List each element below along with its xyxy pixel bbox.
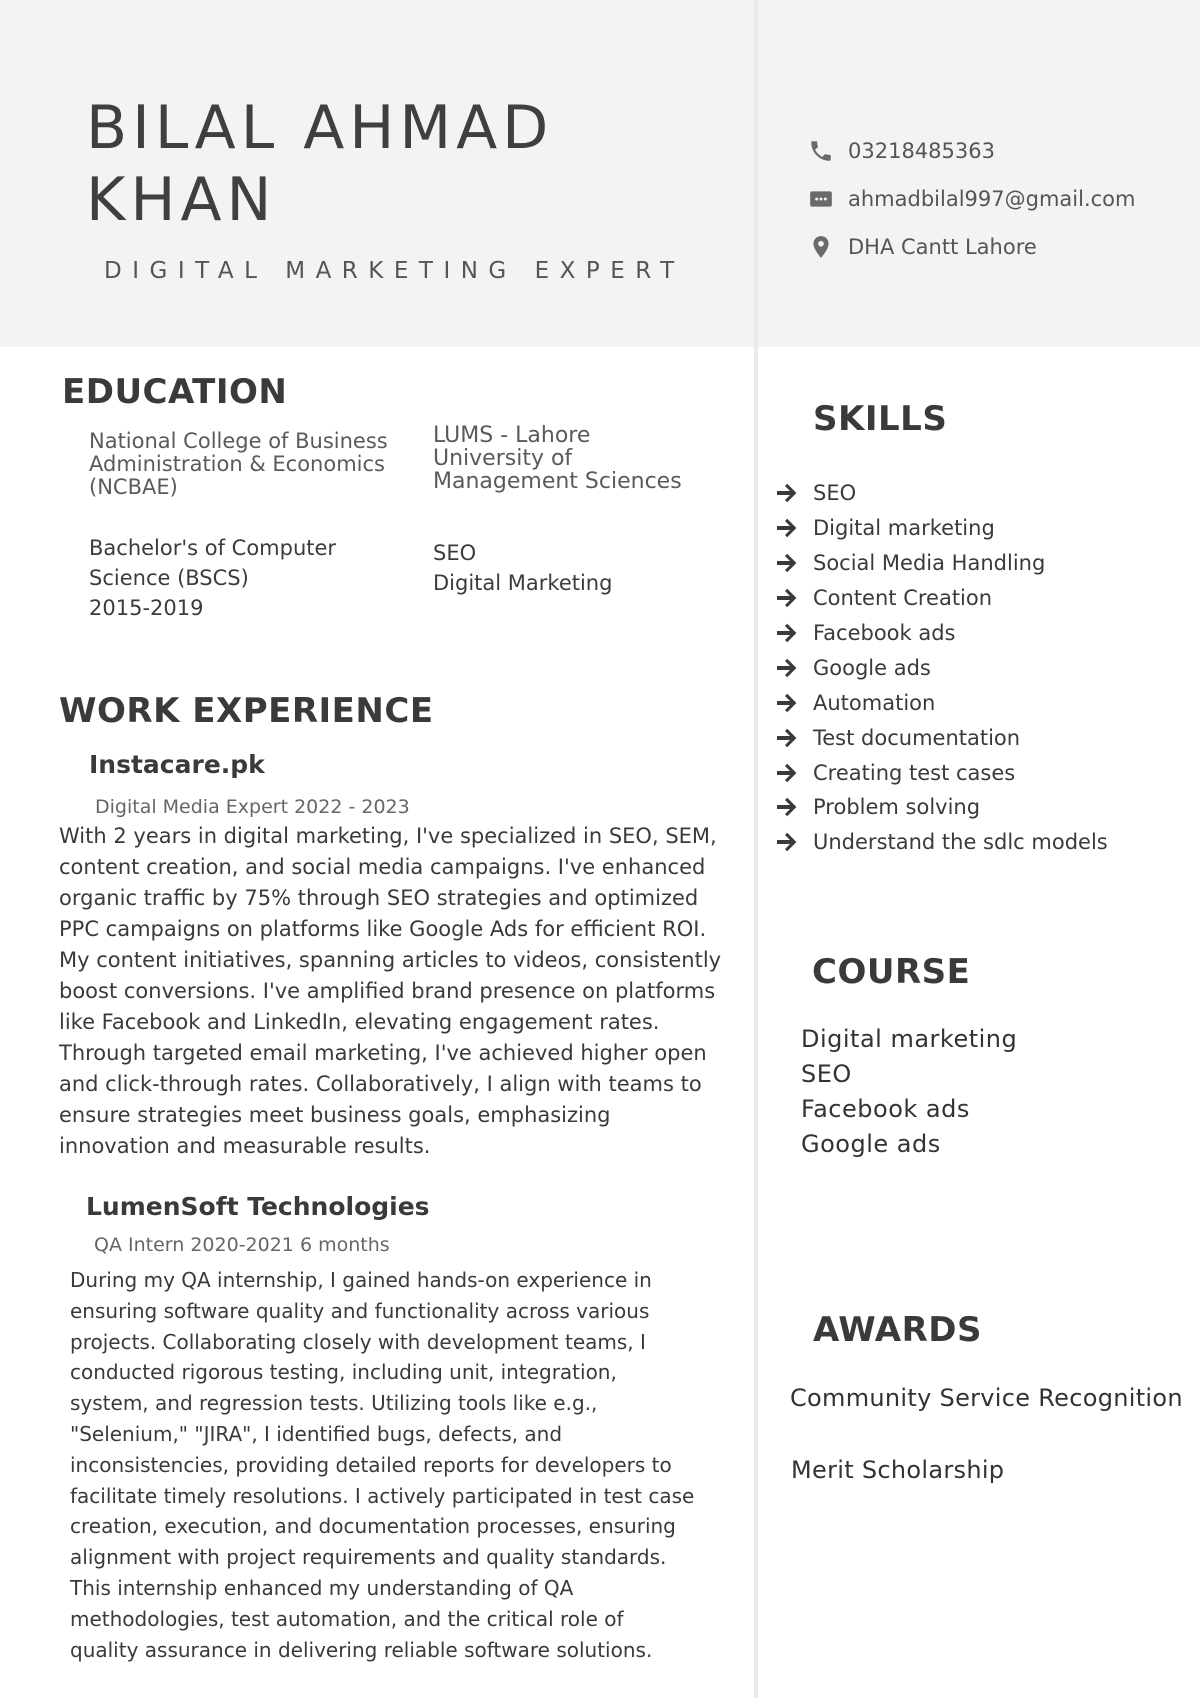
contact-location <box>808 234 1037 260</box>
description-line: "Selenium," "JIRA", I identified bugs, defects, and <box>70 1421 563 1446</box>
description-line: ensuring software quality and functionality across various <box>70 1298 650 1323</box>
skill-item <box>775 546 1185 581</box>
course-list <box>801 1022 1017 1162</box>
description-line: boost conversions. I've amplified brand presence on platforms <box>59 979 716 1003</box>
job-title: DIGITAL MARKETING EXPERT <box>104 258 685 284</box>
award-item: Merit Scholarship <box>791 1456 1005 1484</box>
course-item: Facebook ads <box>801 1095 970 1123</box>
description-line: ensure strategies meet business goals, emphasizing <box>59 1103 611 1127</box>
description-line: creation, execution, and documentation processes, ensuring <box>70 1514 676 1539</box>
description-line: methodologies, test automation, and the critical role of <box>70 1606 624 1631</box>
description-line: With 2 years in digital marketing, I've specialized in SEO, SEM, <box>59 824 717 848</box>
arrow-right-icon <box>775 622 799 644</box>
institution-line: National College of Business <box>89 429 388 453</box>
institution-line: (NCBAE) <box>89 475 178 499</box>
job-description <box>59 821 749 1162</box>
name-line-1: BILAL AHMAD <box>86 93 554 163</box>
skill-label: SEO <box>813 481 857 506</box>
institution-line: Administration & Economics <box>89 452 385 476</box>
arrow-right-icon <box>775 796 799 818</box>
arrow-right-icon <box>775 831 799 853</box>
email-address: ahmadbilal997@gmail.com <box>848 187 1136 211</box>
degree-line: 2015-2019 <box>89 596 204 620</box>
phone-number: 03218485363 <box>848 139 995 163</box>
job-description <box>70 1265 745 1665</box>
arrow-right-icon <box>775 517 799 539</box>
location-text: DHA Cantt Lahore <box>848 235 1037 259</box>
description-line: PPC campaigns on platforms like Google Ads for efficient ROI. <box>59 917 707 941</box>
skill-item <box>775 581 1185 616</box>
email-icon <box>808 186 834 212</box>
description-line: alignment with project requirements and quality standards. <box>70 1545 667 1570</box>
skills-list <box>775 476 1185 860</box>
arrow-right-icon <box>775 692 799 714</box>
description-line: inconsistencies, providing detailed reports for developers to <box>70 1452 672 1477</box>
work-experience-heading: WORK EXPERIENCE <box>59 691 434 731</box>
phone-icon <box>808 138 834 164</box>
skill-label: Content Creation <box>813 586 993 611</box>
skill-item <box>775 476 1185 511</box>
education-institution-2 <box>433 424 682 493</box>
skill-label: Understand the sdlc models <box>813 830 1108 855</box>
arrow-right-icon <box>775 657 799 679</box>
course-heading: COURSE <box>812 952 971 992</box>
arrow-right-icon <box>775 762 799 784</box>
skill-item <box>775 790 1185 825</box>
arrow-right-icon <box>775 482 799 504</box>
contact-email[interactable] <box>808 186 1135 212</box>
candidate-name <box>86 92 726 236</box>
description-line: Through targeted email marketing, I've achieved higher open <box>59 1041 707 1065</box>
skill-item <box>775 511 1185 546</box>
course-item: Google ads <box>801 1130 941 1158</box>
skill-label: Problem solving <box>813 795 981 820</box>
skill-item <box>775 755 1185 790</box>
arrow-right-icon <box>775 587 799 609</box>
degree-line: SEO <box>433 541 477 565</box>
arrow-right-icon <box>775 552 799 574</box>
description-line: innovation and measurable results. <box>59 1134 431 1158</box>
skill-label: Social Media Handling <box>813 551 1046 576</box>
skill-label: Facebook ads <box>813 621 956 645</box>
skill-item <box>775 616 1185 651</box>
skill-label: Google ads <box>813 655 931 680</box>
company-name: Instacare.pk <box>89 750 265 779</box>
degree-line: Bachelor's of Computer <box>89 536 337 560</box>
degree-line: Science (BSCS) <box>89 566 249 590</box>
skill-label: Test documentation <box>813 725 1021 750</box>
description-line: projects. Collaborating closely with development teams, I <box>70 1329 646 1354</box>
institution-line: University of <box>433 446 573 471</box>
column-divider <box>754 0 758 1698</box>
awards-heading: AWARDS <box>813 1310 982 1350</box>
skill-label: Automation <box>813 690 936 715</box>
degree-line: Digital Marketing <box>433 571 613 595</box>
description-line: My content initiatives, spanning articles to videos, consistently <box>59 948 722 972</box>
institution-line: Management Sciences <box>433 469 682 494</box>
skill-label: Creating test cases <box>813 760 1016 785</box>
description-line: quality assurance in delivering reliable software solutions. <box>70 1637 653 1662</box>
award-item: Community Service Recognition <box>790 1384 1183 1412</box>
skill-label: Digital marketing <box>813 516 995 541</box>
description-line: content creation, and social media campaigns. I've enhanced <box>59 855 706 879</box>
education-degree-1 <box>89 533 336 623</box>
skill-item <box>775 650 1185 685</box>
course-item: SEO <box>801 1060 852 1088</box>
skill-item <box>775 825 1185 860</box>
description-line: During my QA internship, I gained hands-on experience in <box>70 1268 652 1292</box>
description-line: and click-through rates. Collaboratively, I align with teams to <box>59 1072 702 1096</box>
contact-phone[interactable] <box>808 138 995 164</box>
description-line: organic traffic by 75% through SEO strategies and optimized <box>59 886 699 910</box>
location-pin-icon <box>808 234 834 260</box>
education-institution-1 <box>89 430 388 499</box>
education-degree-2 <box>433 538 612 598</box>
skill-item <box>775 720 1185 755</box>
description-line: conducted rigorous testing, including unit, integration, <box>70 1360 617 1385</box>
institution-line: LUMS - Lahore <box>433 423 591 448</box>
education-heading: EDUCATION <box>62 372 288 412</box>
job-role: QA Intern 2020-2021 6 months <box>94 1234 390 1256</box>
description-line: like Facebook and LinkedIn, elevating engagement rates. <box>59 1010 660 1034</box>
course-item: Digital marketing <box>801 1025 1018 1053</box>
name-line-2: KHAN <box>86 165 277 235</box>
description-line: system, and regression tests. Utilizing tools like e.g., <box>70 1391 598 1416</box>
description-line: facilitate timely resolutions. I actively participated in test case <box>70 1483 695 1508</box>
description-line: This internship enhanced my understanding of QA <box>70 1575 574 1600</box>
skill-item <box>775 685 1185 720</box>
skills-heading: SKILLS <box>813 399 948 439</box>
arrow-right-icon <box>775 727 799 749</box>
job-role: Digital Media Expert 2022 - 2023 <box>95 796 410 818</box>
company-name: LumenSoft Technologies <box>86 1192 430 1221</box>
